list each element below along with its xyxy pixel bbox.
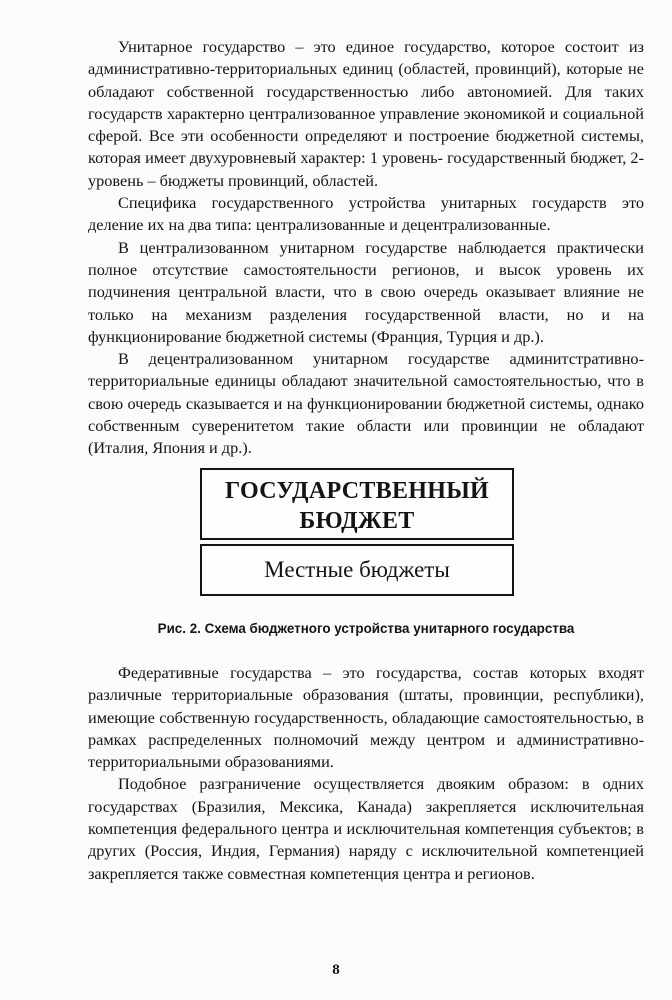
budget-structure-diagram xyxy=(200,468,514,596)
paragraph-unitary-definition: Унитарное государство – это единое государство, которое состоит из административно-территориальных единиц (областей, провинций), которые не обладают собственной государственностью либо автономией. Для таких государств характерно централизованное управление экономикой и социальной сферой. Все эти особенности определяют и построение бюджетной системы, которая имеет двухуровневый характер: 1 уровень- государственный бюджет, 2- уровень – бюджеты провинций, областей. xyxy=(88,37,644,190)
text-block-top xyxy=(88,36,644,460)
local-budgets-box xyxy=(200,544,514,596)
page-number: 8 xyxy=(332,962,340,978)
state-budget-box xyxy=(200,468,514,540)
text-block-bottom xyxy=(88,662,644,885)
paragraph-competence-division: Подобное разграничение осуществляется двояким образом: в одних государствах (Бразилия, Мексика, Канада) закрепляется исключительная компетенция федерального центра и исключительная компетенция субъектов; в других (Россия, Индия, Германия) наряду с исключительной компетенцией закрепляется также совместная компетенция центра и регионов. xyxy=(88,774,644,883)
state-budget-label-line2: БЮДЖЕТ xyxy=(299,508,415,534)
paragraph-centralized: В централизованном унитарном государстве наблюдается практически полное отсутствие самостоятельности регионов, и высок уровень их подчинения центральной власти, что в свою очередь оказывает влияние не только на механизм разделения государственной власти, но и на функционирование бюджетной системы (Франция, Турция и др.). xyxy=(88,237,644,346)
local-budgets-label: Местные бюджеты xyxy=(264,557,450,582)
paragraph-unitary-types: Специфика государственного устройства унитарных государств это деление их на два типа: централизованные и децентрализованные. xyxy=(88,193,644,235)
state-budget-label-line1: ГОСУДАРСТВЕННЫЙ xyxy=(224,478,490,504)
figure-caption: Рис. 2. Схема бюджетного устройства унитарного государства xyxy=(157,621,575,636)
paragraph-decentralized: В децентрализованном унитарном государстве админитстративно-территориальные единицы обладают значительной самостоятельностью, что в свою очередь сказывается и на функционировании бюджетной системы, однако собственным суверенитетом такие области или провинции не обладают (Италия, Япония и др.). xyxy=(88,349,644,458)
paragraph-federal-definition: Федеративные государства – это государства, состав которых входят различные территориальные образования (штаты, провинции, республики), имеющие собственную государственность, обладающие самостоятельностью, в рамках распределенных полномочий между центром и административно-территориальными образованиями. xyxy=(88,663,644,772)
